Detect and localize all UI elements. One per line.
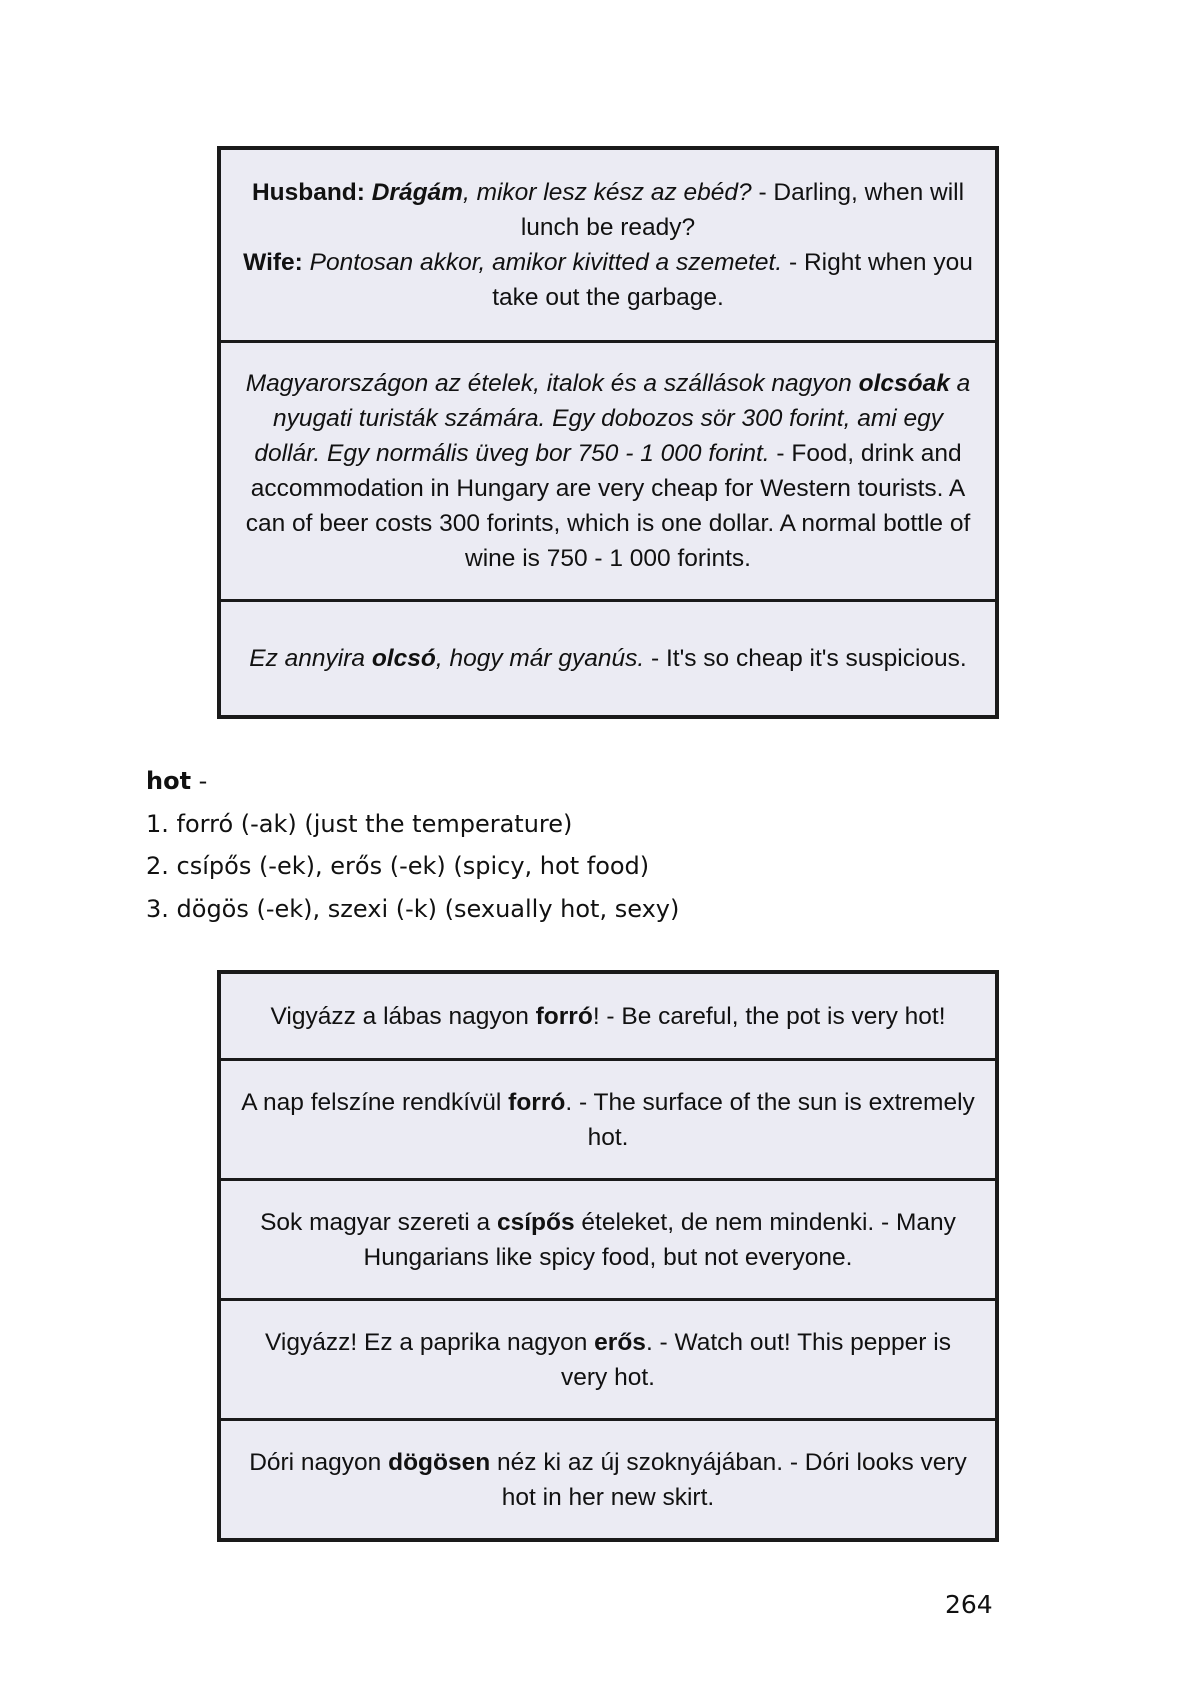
example-text-cont: néz ki az új szoknyájában. - Dóri looks very hot in her new skirt. [490, 1448, 967, 1511]
bold-word-forro: forró [508, 1088, 566, 1116]
husband-english: - Darling, when will lunch be ready? [520, 179, 965, 241]
vocab-headword: hot [146, 767, 192, 795]
example-hungarian: Magyarországon az ételek, italok és a szállások nagyon [245, 370, 859, 397]
bold-word-olcsoak: olcsóak [858, 370, 950, 397]
example-skirt [221, 1418, 995, 1538]
example-text-cont: . - Watch out! This pepper is very hot. [561, 1328, 951, 1391]
example-text: Dóri nagyon [249, 1448, 389, 1476]
example-pot [221, 974, 995, 1058]
example-suspicious [221, 599, 995, 715]
wife-label: Wife: [243, 249, 303, 276]
vocab-meaning-1: 1. forró (-ak) (just the temperature) [146, 809, 573, 838]
wife-english: - Right when you take out the garbage. [492, 249, 973, 311]
example-dialogue [221, 150, 995, 340]
bold-word-dogosen: dögösen [388, 1448, 491, 1476]
example-hungarian-cont: a nyugati turisták számára. Egy dobozos sör 300 forint, ami egy dollár. Egy normális üveg bor 750 - 1 000 forint. [254, 370, 971, 467]
example-text: Sok magyar szereti a [260, 1208, 497, 1236]
example-english: - Food, drink and accommodation in Hungary are very cheap for Western tourists. A can of beer costs 300 forints, which is one dollar. A normal bottle of wine is 750 - 1 000 forints. [245, 440, 971, 572]
example-text-cont: ! - Be careful, the pot is very hot! [592, 1002, 946, 1030]
vocab-dash: - [191, 767, 208, 795]
husband-label: Husband: [251, 179, 365, 206]
example-text: Vigyázz a lábas nagyon [270, 1002, 536, 1030]
husband-hungarian: , mikor lesz kész az ebéd? [462, 179, 752, 206]
page-number: 264 [945, 1590, 993, 1619]
bold-word-eros: erős [594, 1328, 646, 1356]
example-english: - It's so cheap it's suspicious. [644, 645, 967, 672]
example-table-cheap [217, 146, 999, 719]
example-text: Vigyázz! Ez a paprika nagyon [265, 1328, 595, 1356]
example-cheap-food [221, 340, 995, 599]
vocab-meaning-2: 2. csípős (-ek), erős (-ek) (spicy, hot food) [146, 852, 650, 880]
example-table-hot [217, 970, 999, 1542]
example-text: A nap felszíne rendkívül [241, 1088, 509, 1116]
example-pepper [221, 1298, 995, 1418]
wife-hungarian: Pontosan akkor, amikor kivitted a szemetet. [302, 249, 783, 276]
example-spicy [221, 1178, 995, 1298]
example-hungarian: Ez annyira [249, 645, 372, 672]
example-text-cont: ételeket, de nem mindenki. - Many Hungarians like spicy food, but not everyone. [363, 1208, 956, 1271]
vocab-entry-hot [146, 760, 679, 930]
example-sun [221, 1058, 995, 1178]
example-text-cont: . - The surface of the sun is extremely hot. [565, 1088, 975, 1151]
bold-word-csipos: csípős [497, 1208, 575, 1236]
bold-word-forro: forró [535, 1002, 593, 1030]
vocab-headword-line [146, 760, 679, 803]
example-hungarian-cont: , hogy már gyanús. [435, 645, 645, 672]
vocab-meaning-3: 3. dögös (-ek), szexi (-k) (sexually hot, sexy) [146, 894, 680, 923]
bold-word-olcso: olcsó [371, 645, 436, 672]
bold-word-dragam: Drágám [371, 179, 463, 206]
